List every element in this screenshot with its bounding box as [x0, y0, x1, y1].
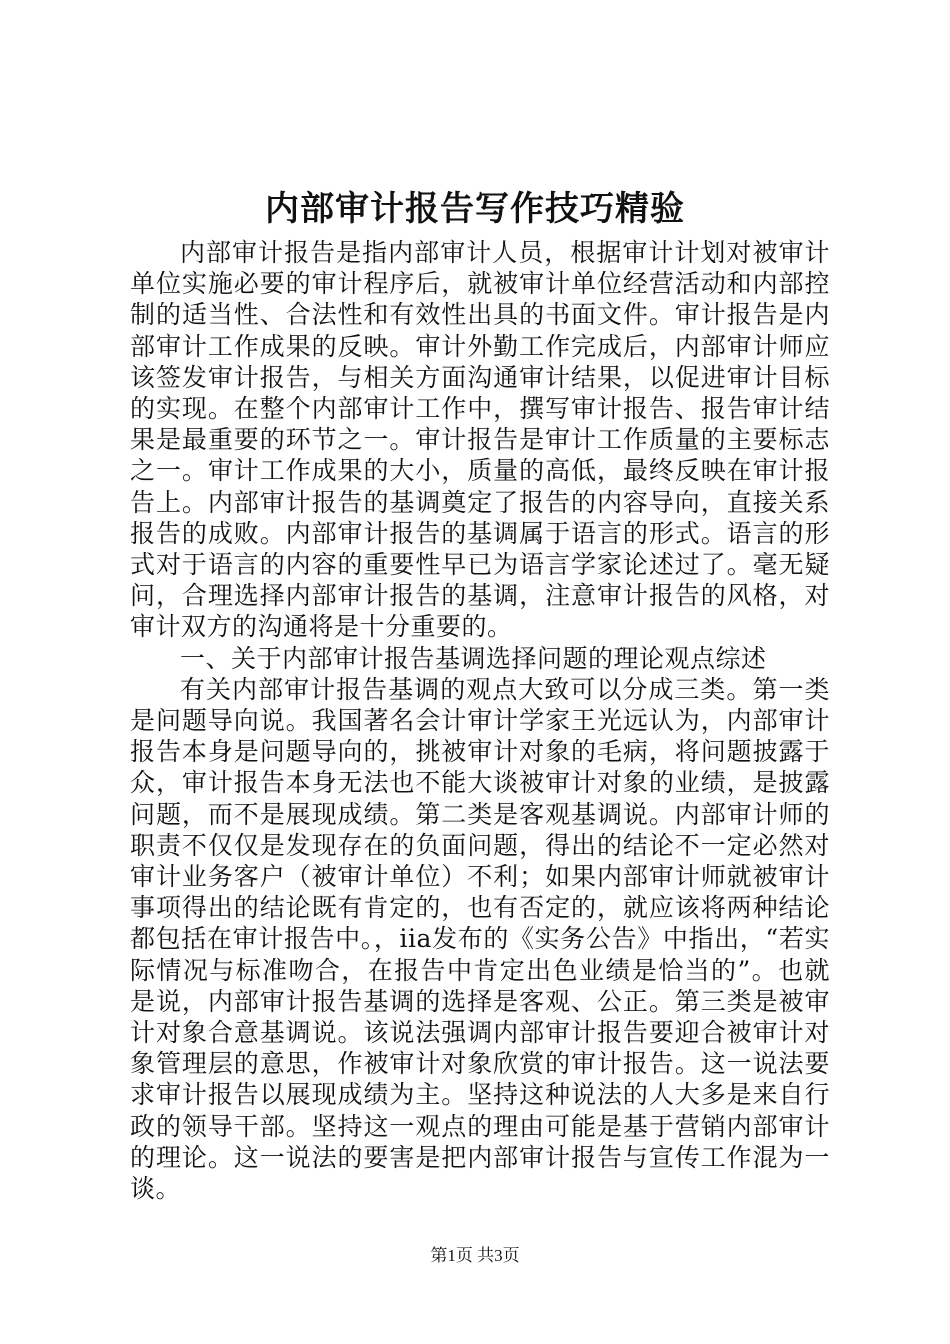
page-footer: 第1页 共3页 — [430, 1246, 520, 1265]
document-body — [130, 237, 830, 1204]
page-title: 内部审计报告写作技巧精验 — [265, 189, 685, 229]
intro-paragraph: 内部审计报告是指内部审计人员，根据审计计划对被审计单位实施必要的审计程序后，就被审计单位经营活动和内部控制的适当性、合法性和有效性出具的书面文件。审计报告是内部审计工作成果的反映。审计外勤工作完成后，内部审计师应该签发审计报告，与相关方面沟通审计结果，以促进审计目标的实现。在整个内部审计工作中，撰写审计报告、报告审计结果是最重要的环节之一。审计报告是审计工作质量的主要标志之一。审计工作成果的大小，质量的高低，最终反映在审计报告上。内部审计报告的基调奠定了报告的内容导向，直接关系报告的成败。内部审计报告的基调属于语言的形式。语言的形式对于语言的内容的重要性早已为语言学家论述过了。毫无疑问，合理选择内部审计报告的基调，注意审计报告的风格，对审计双方的沟通将是十分重要的。 — [130, 238, 830, 642]
body-paragraph: 有关内部审计报告基调的观点大致可以分成三类。第一类是问题导向说。我国著名会计审计学家王光远认为，内部审计报告本身是问题导向的，挑被审计对象的毛病，将问题披露于众，审计报告本身无法也不能大谈被审计对象的业绩，是披露问题，而不是展现成绩。第二类是客观基调说。内部审计师的职责不仅仅是发现存在的负面问题，得出的结论不一定必然对审计业务客户（被审计单位）不利；如果内部审计师就被审计事项得出的结论既有肯定的，也有否定的，就应该将两种结论都包括在审计报告中。，iia发布的《实务公告》中指出，“若实际情况与标准吻合，在报告中肯定出色业绩是恰当的”。也就是说，内部审计报告基调的选择是客观、公正。第三类是被审计对象合意基调说。该说法强调内部审计报告要迎合被审计对象管理层的意思，作被审计对象欣赏的审计报告。这一说法要求审计报告以展现成绩为主。坚持这种说法的人大多是来自行政的领导干部。坚持这一观点的理由可能是基于营销内部审计的理论。这一说法的要害是把内部审计报告与宣传工作混为一谈。 — [130, 674, 830, 1204]
section-heading: 一、关于内部审计报告基调选择问题的理论观点综述 — [180, 643, 767, 673]
